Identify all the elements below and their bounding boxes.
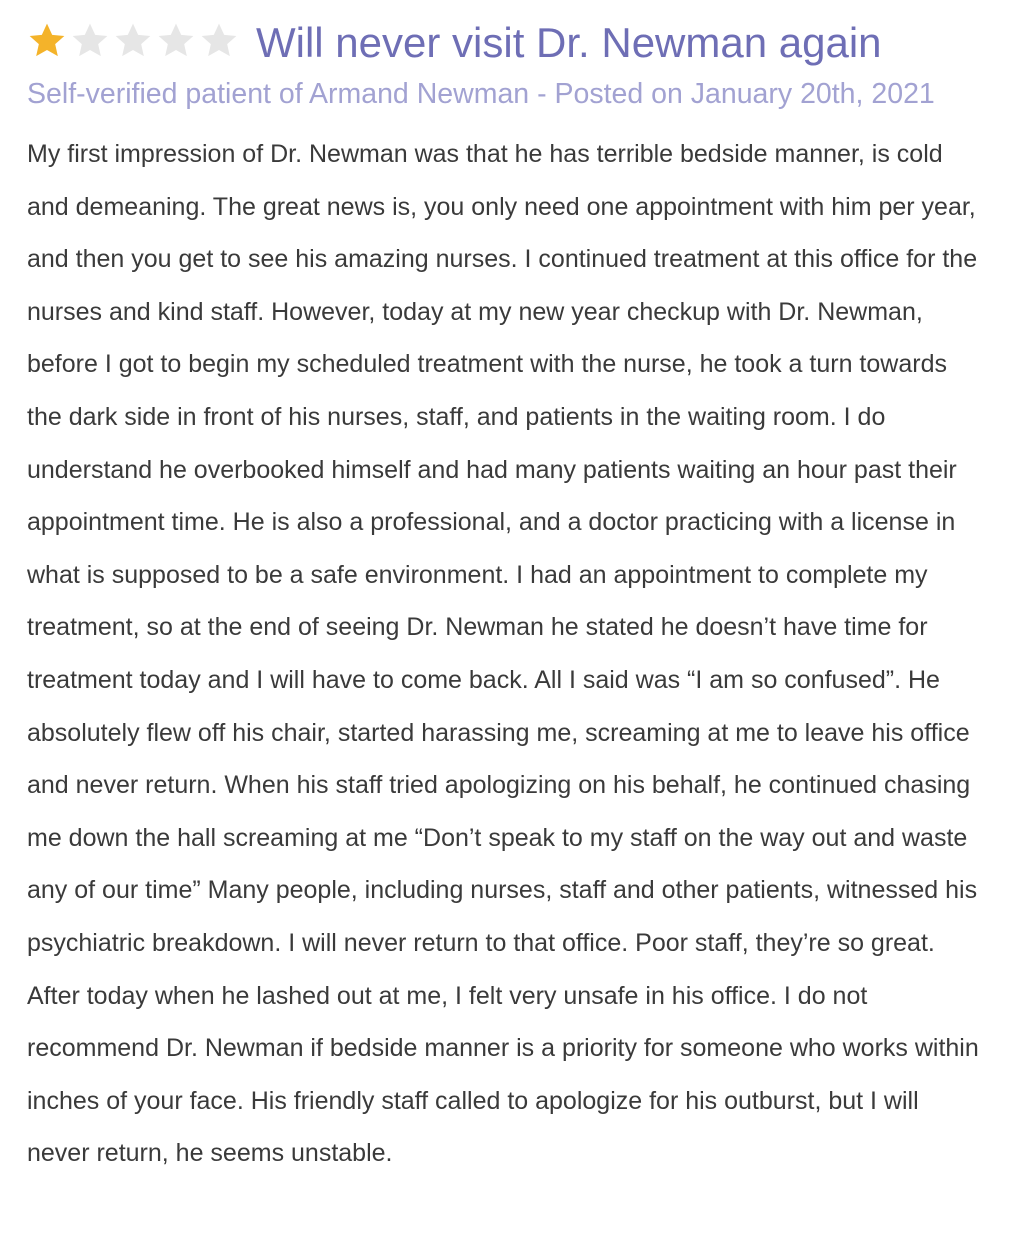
star-rating	[27, 21, 242, 61]
review-header	[27, 14, 1013, 72]
star-filled-icon	[27, 21, 67, 61]
star-empty-icon	[156, 21, 196, 61]
review-body: My first impression of Dr. Newman was that he has terrible bedside manner, is cold and demeaning. The great news is, you only need one appointment with him per year, and then you get to see his amazing nurses. I continued treatment at this office for the nurses and kind staff. However, today at my new year checkup with Dr. Newman, before I got to begin my scheduled treatment with the nurse, he took a turn towards the dark side in front of his nurses, staff, and patients in the waiting room. I do understand he overbooked himself and had many patients waiting an hour past their appointment time. He is also a professional, and a doctor practicing with a license in what is supposed to be a safe environment. I had an appointment to complete my treatment, so at the end of seeing Dr. Newman he stated he doesn’t have time for treatment today and I will have to come back. All I said was “I am so confused”. He absolutely flew off his chair, started harassing me, screaming at me to leave his office and never return. When his staff tried apologizing on his behalf, he continued chasing me down the hall screaming at me “Don’t speak to my staff on the way out and waste any of our time” Many people, including nurses, staff and other patients, witnessed his psychiatric breakdown. I will never return to that office. Poor staff, they’re so great. After today when he lashed out at me, I felt very unsafe in his office. I do not recommend Dr. Newman if bedside manner is a priority for someone who works within inches of your face. His friendly staff called to apologize for his outburst, but I will never return, he seems unstable.	[27, 140, 979, 1168]
review-title: Will never visit Dr. Newman again	[256, 19, 882, 66]
star-empty-icon	[113, 21, 153, 61]
review-meta: Self-verified patient of Armand Newman - Posted on January 20th, 2021	[27, 78, 935, 110]
star-empty-icon	[70, 21, 110, 61]
star-empty-icon	[199, 21, 239, 61]
